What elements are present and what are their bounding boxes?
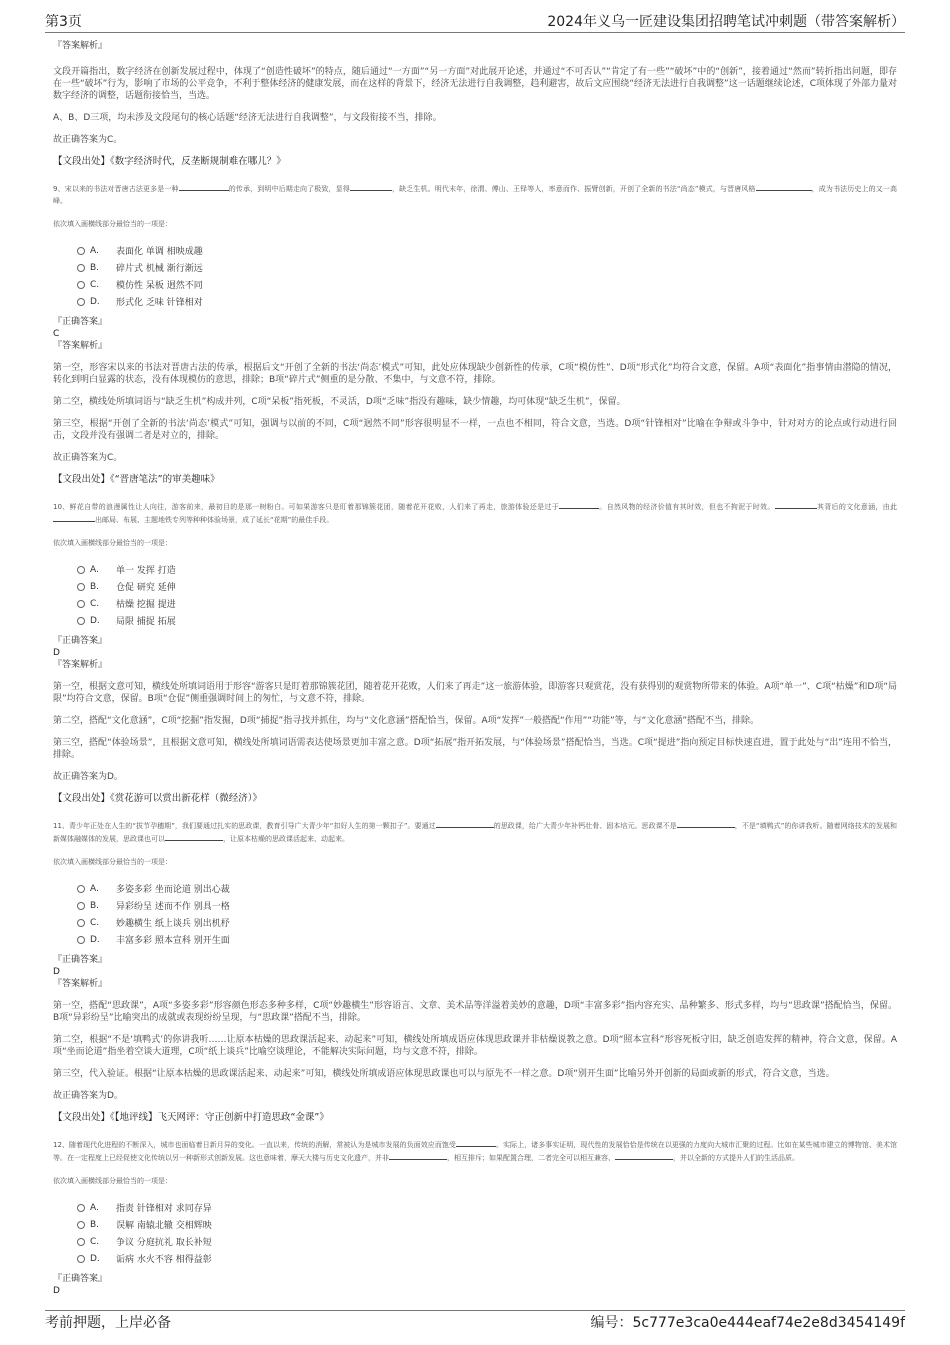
question-11-options	[77, 880, 897, 948]
radio-icon[interactable]	[77, 583, 85, 591]
option-a[interactable]: A. 多姿多彩 坐而论道 别出心裁	[77, 880, 897, 897]
document-title: 2024年义乌一匠建设集团招聘笔试冲刺题（带答案解析）	[547, 14, 905, 30]
analysis-paragraph: 第一空，根据文意可知，横线处所填词语用于形容“游客只是盯着那锦簇花团，随着花开花败，人们来了再走”这一旅游体验，即游客只观赏花，没有获得别的观赏物所带来的体验。A项“单一”、C项“枯燥”和D项“局限”均符合文意，保留。B项“仓促”侧重强调时间上的匆忙，与文意不符，排除。	[53, 682, 898, 704]
analysis-paragraph: 故正确答案为D。	[53, 1091, 123, 1101]
page-footer	[45, 1310, 905, 1333]
question-11-source: 【文段出处】《【地评线】飞天网评：守正创新中打造思政“金课”》	[53, 1112, 329, 1123]
option-b[interactable]: B. 异彩纷呈 述而不作 别具一格	[77, 897, 897, 914]
intro-paragraph: 文段开篇指出，数字经济在创新发展过程中，体现了“创造性破坏”的特点，随后通过“一方面”“另一方面”对此展开论述，并通过“不可否认”“肯定了有一些”“破坏”中的“创新”，接着通过“然而”转折指出问题，即存在一些“破坏”行为，影响了市场的公平竞争，不利于整体经济的健康发展，而在这样的背景下，经济无法进行自我调整，趋利避害，故后文应围绕“经济无法进行自我调整”这一话题继续论述，C项体现了外部力量对数字经济的调整，话题衔接恰当，当选。	[53, 67, 897, 101]
radio-icon[interactable]	[77, 885, 85, 893]
intro-paragraph: A、B、D三项，均未涉及文段尾句的核心话题“经济无法进行自我调整”，与文段衔接不当，排除。	[53, 113, 442, 123]
page-header	[45, 10, 905, 33]
radio-icon[interactable]	[77, 264, 85, 272]
radio-icon[interactable]	[77, 600, 85, 608]
option-a[interactable]: A. 表面化 单调 相映成趣	[77, 242, 897, 259]
analysis-paragraph: 第二空，横线处所填词语与“缺乏生机”构成并列，C项“呆板”指死板，不灵活，D项“乏味”指没有趣味，缺少情趣，均可体现“缺乏生机”，保留。	[53, 397, 626, 407]
blank-line	[179, 182, 229, 191]
radio-icon[interactable]	[77, 1238, 85, 1246]
radio-icon[interactable]	[77, 247, 85, 255]
analysis-paragraph: 第三空，代入验证。根据“让原本枯燥的思政课活起来、动起来”可知，横线处所填成语应体现思政课也可以与原先不一样之意。D项“别开生面”比喻另外开创新的局面或新的形式，符合文意，当选。	[53, 1069, 835, 1079]
question-10-stem: 10、鲜花自带的浪漫属性让人向往，游客前来，最初目的是那一树粉白。可如果游客只是盯着那锦簇花团，随着花开花败，人们来了再走，旅游体验还是过于 。自然风物的经济价值有其时效，但也不拘泥于时效。 其背后的文化意涵，由此出邮局、布展、主题地铁专列等种种体验场景，成了延长“花期”的最佳手段。	[53, 500, 897, 526]
answer-label: 『正确答案』	[53, 955, 108, 965]
option-c[interactable]: C. 模仿性 呆板 迥然不同	[77, 276, 897, 293]
intro-source: 【文段出处】《数字经济时代，反垄断规制难在哪儿？》	[53, 156, 286, 167]
analysis-label: 『答案解析』	[53, 41, 108, 51]
option-b[interactable]: B. 误解 南辕北辙 交相辉映	[77, 1216, 897, 1233]
question-11-stem: 11、青少年正处在人生的“拔节孕穗期”，我们要通过扎实的思政课，教育引导广大青少年“扣好人生的第一颗扣子”。要通过 的思政课，给广大青少年补钙壮骨、固本培元。思政课不是 ，不是“填鸭式”的你讲我听。随着网络技术的发展和新媒体融媒体的发展，思政课也可以 ，让原本枯燥的思政课活起来、动起来。	[53, 819, 897, 845]
question-10-source: 【文段出处】《赏花游可以赏出新花样（微经济）》	[53, 793, 263, 804]
question-10-options	[77, 561, 897, 629]
option-b[interactable]: B. 仓促 研究 延伸	[77, 578, 897, 595]
blank-line	[165, 832, 223, 841]
option-a[interactable]: A. 指责 针锋相对 求同存异	[77, 1199, 897, 1216]
analysis-label: 『答案解析』	[53, 979, 108, 989]
analysis-paragraph: 第三空，根据“开创了全新的书法‘尚态’模式”可知，强调与以前的不同，C项“迥然不同”形容很明显不一样，一点也不相同，符合文意，当选。D项“针锋相对”比喻在争辩或斗争中，针对对方的论点或行动进行回击，文段并没有强调二者是对立的，排除。	[53, 419, 897, 441]
question-12-options	[77, 1199, 897, 1267]
page-number: 第3页	[45, 14, 82, 30]
analysis-paragraph: 第一空，搭配“思政课”，A项“多姿多彩”形容颜色形态多种多样，C项“妙趣横生”形容语言、文章、美术品等洋溢着美妙的意趣，D项“丰富多彩”指内容充实、品种繁多、形式多样，均与“思政课”搭配恰当，保留。B项“异彩纷呈”比喻突出的成就或表现纷纷呈现，与“思政课”搭配不当，排除。	[53, 1001, 897, 1023]
question-instruction: 依次填入画横线部分最恰当的一项是：	[53, 220, 172, 228]
option-c[interactable]: C. 枯燥 挖掘 提进	[77, 595, 897, 612]
correct-answer: C	[53, 329, 60, 339]
blank-line	[456, 1138, 496, 1147]
intro-paragraph: 故正确答案为C。	[53, 135, 123, 145]
analysis-paragraph: 第一空，形容宋以来的书法对晋唐古法的传承，根据后文“开创了全新的书法‘尚态’模式”可知，此处应体现缺少创新性的传承，C项“模仿性”、D项“形式化”均符合文意，保留。A项“表面化”指事情由潜隐的情况，转化到明白显露的状态，没有体现模仿的意思，排除；B项“碎片式”侧重的是分散、不集中，与文意不符，排除。	[53, 363, 897, 385]
radio-icon[interactable]	[77, 902, 85, 910]
radio-icon[interactable]	[77, 617, 85, 625]
question-9-options	[77, 242, 897, 310]
question-instruction: 依次填入画横线部分最恰当的一项是：	[53, 858, 172, 866]
analysis-label: 『答案解析』	[53, 660, 108, 670]
correct-answer: D	[53, 648, 60, 658]
option-d[interactable]: D. 形式化 乏味 针锋相对	[77, 293, 897, 310]
radio-icon[interactable]	[77, 936, 85, 944]
option-d[interactable]: D. 局限 捕捉 拓展	[77, 612, 897, 629]
blank-line	[775, 500, 817, 509]
analysis-paragraph: 故正确答案为C。	[53, 453, 123, 463]
blank-line	[389, 1151, 447, 1160]
document-code: 编号：5c777e3ca0e444eaf74e2e8d3454149f	[590, 1315, 905, 1331]
answer-label: 『正确答案』	[53, 1274, 108, 1284]
radio-icon[interactable]	[77, 919, 85, 927]
answer-label: 『正确答案』	[53, 317, 108, 327]
radio-icon[interactable]	[77, 566, 85, 574]
correct-answer: D	[53, 967, 60, 977]
blank-line	[53, 513, 95, 522]
blank-line	[436, 819, 494, 828]
option-c[interactable]: C. 争议 分庭抗礼 取长补短	[77, 1233, 897, 1250]
radio-icon[interactable]	[77, 1255, 85, 1263]
blank-line	[559, 500, 599, 509]
question-instruction: 依次填入画横线部分最恰当的一项是：	[53, 1177, 172, 1185]
option-d[interactable]: D. 诟病 水火不容 相得益彰	[77, 1250, 897, 1267]
correct-answer: D	[53, 1286, 60, 1296]
analysis-paragraph: 第二空，搭配“文化意涵”，C项“挖掘”指发掘，D项“捕捉”指寻找并抓住，均与“文化意涵”搭配恰当，保留。A项“发挥”一般搭配“作用”“功能”等，与“文化意涵”搭配不当，排除。	[53, 716, 759, 726]
answer-label: 『正确答案』	[53, 636, 108, 646]
analysis-label: 『答案解析』	[53, 341, 108, 351]
radio-icon[interactable]	[77, 281, 85, 289]
analysis-paragraph: 第三空，搭配“体验场景”，且根据文意可知，横线处所填词语需表达使场景更加丰富之意。D项“拓展”指开拓发展，与“体验场景”搭配恰当，当选。C项“提进”指向预定目标快速直进，置于此处与“出”连用不恰当，排除。	[53, 738, 897, 760]
analysis-paragraph: 故正确答案为D。	[53, 772, 123, 782]
option-c[interactable]: C. 妙趣横生 纸上谈兵 别出机杼	[77, 914, 897, 931]
question-9-stem: 9、宋以来的书法对晋唐古法更多是一种 的传承，到明中后期走向了极致，显得 ，缺乏生机。明代末年，徐渭、傅山、王铎等人，率意而作、振臂创新，开创了全新的书法“尚态”模式，与晋唐风格 ，成为书法历史上的又一高峰。	[53, 182, 897, 207]
page-content	[53, 40, 897, 1297]
blank-line	[615, 1151, 673, 1160]
analysis-paragraph: 第二空，根据“不是‘填鸭式’的你讲我听……让原本枯燥的思政课活起来、动起来”可知，横线处所填成语应体现思政课并非枯燥说教之意。D项“照本宣科”形容死板守旧，缺乏创造发挥的精神，符合文意，保留。A项“坐而论道”指坐着空谈大道理，C项“纸上谈兵”比喻空谈理论，不能解决实际问题，均与文意不符，排除。	[53, 1035, 897, 1057]
radio-icon[interactable]	[77, 1204, 85, 1212]
blank-line	[756, 182, 812, 191]
option-b[interactable]: B. 碎片式 机械 渐行渐远	[77, 259, 897, 276]
option-d[interactable]: D. 丰富多彩 照本宣科 别开生面	[77, 931, 897, 948]
radio-icon[interactable]	[77, 1221, 85, 1229]
option-a[interactable]: A. 单一 发挥 打造	[77, 561, 897, 578]
blank-line	[677, 819, 735, 828]
footer-slogan: 考前押题，上岸必备	[45, 1315, 171, 1331]
question-12-stem: 12、随着现代化进程的不断深入，城市也面临着日新月异的变化。一直以来，传统的消解，常被认为是城市发展的负面效应而饱受 。实际上，诸多事实证明，现代性的发展恰恰是传统在以更强的力度向大城市汇聚的过程。比如在某些城市建立的博物馆、美术馆等。在一定程度上已经促使文化传统以另一种新形式创新发展。这也意味着，摩天大楼与历史文化遗产，并非 ，相互排斥；如果配置合理，二者完全可以相互兼容、 ，并以全新的方式提升人们的生活品质。	[53, 1138, 897, 1164]
question-9-source: 【文段出处】《“晋唐笔法”的审美趣味》	[53, 474, 220, 485]
radio-icon[interactable]	[77, 298, 85, 306]
question-instruction: 依次填入画横线部分最恰当的一项是：	[53, 539, 172, 547]
blank-line	[350, 182, 392, 191]
